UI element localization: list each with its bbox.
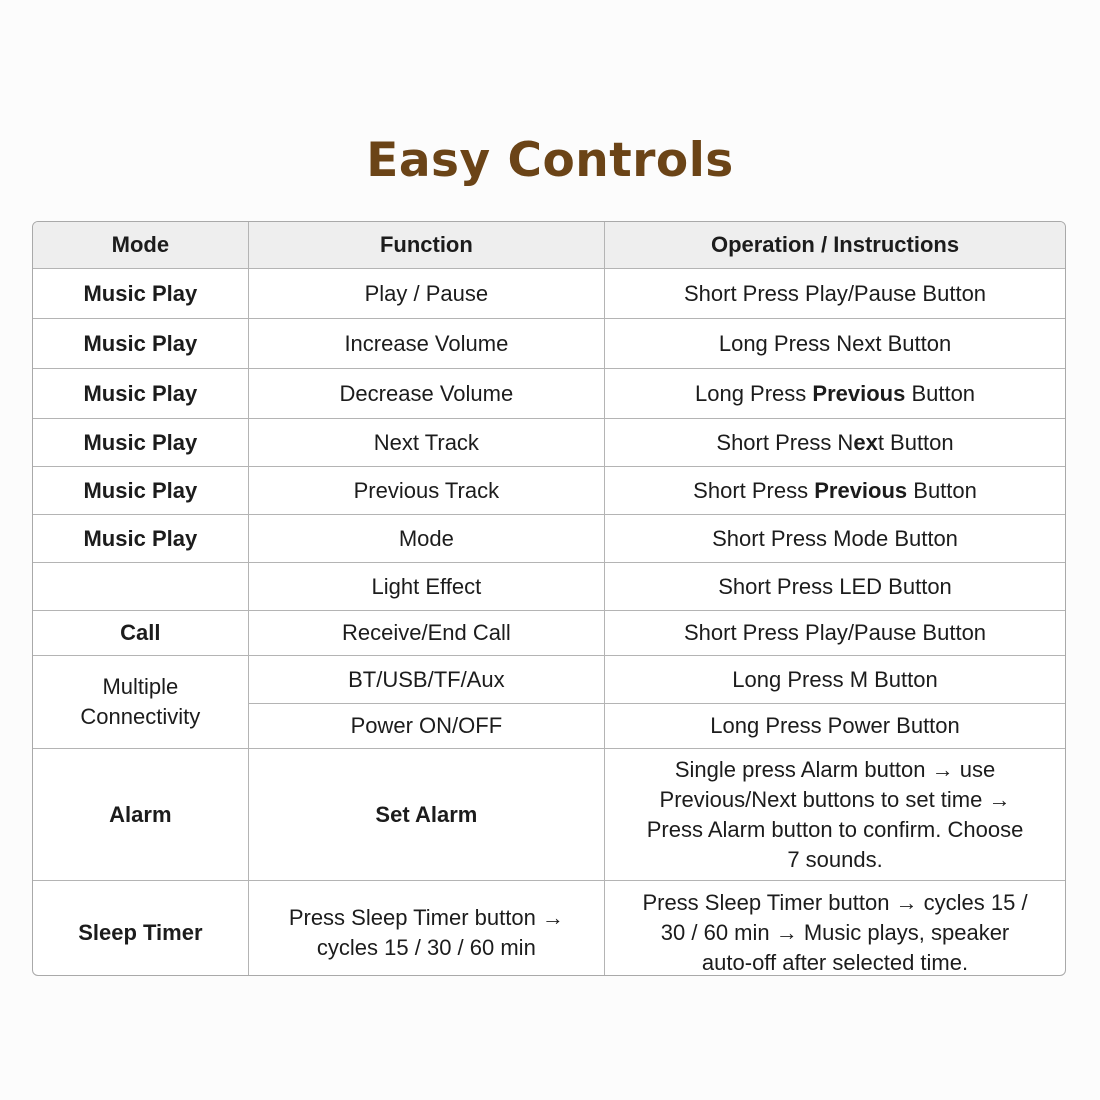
mode-cell: Music Play	[33, 369, 248, 419]
function-line: Press Sleep Timer button →	[288, 905, 564, 930]
mode-cell	[33, 563, 248, 611]
operation-cell	[605, 749, 1065, 881]
function-cell: Light Effect	[248, 563, 604, 611]
operation-text: Long Press	[694, 380, 813, 406]
operation-line: Press Alarm button to confirm. Choose	[646, 816, 1024, 842]
table-header-row	[33, 222, 1065, 269]
operation-cell: Long Press M Button	[605, 656, 1065, 704]
function-line: cycles 15 / 30 / 60 min	[316, 935, 536, 960]
operation-text: Short Press N	[716, 429, 854, 455]
table-row	[33, 467, 1065, 515]
table-row	[33, 656, 1065, 704]
function-cell: Next Track	[248, 419, 604, 467]
operation-line: Single press Alarm button → use	[674, 756, 996, 782]
table-row	[33, 749, 1065, 881]
operation-cell	[605, 419, 1065, 467]
operation-cell: Long Press Power Button	[605, 704, 1065, 749]
mode-cell: Music Play	[33, 515, 248, 563]
operation-line: Press Sleep Timer button → cycles 15 /	[642, 890, 1028, 915]
mode-cell: Music Play	[33, 467, 248, 515]
operation-cell: Short Press Play/Pause Button	[605, 611, 1065, 656]
table-row	[33, 881, 1065, 977]
function-cell: Previous Track	[248, 467, 604, 515]
function-cell: BT/USB/TF/Aux	[248, 656, 604, 704]
table-row	[33, 369, 1065, 419]
operation-line: auto-off after selected time.	[701, 950, 969, 975]
controls-table-grid	[33, 222, 1065, 976]
table-row	[33, 269, 1065, 319]
function-cell: Set Alarm	[248, 749, 604, 881]
operation-cell: Short Press LED Button	[605, 563, 1065, 611]
table-row	[33, 319, 1065, 369]
mode-cell: Alarm	[33, 749, 248, 881]
operation-line: 30 / 60 min → Music plays, speaker	[660, 920, 1010, 945]
page-title: Easy Controls	[366, 133, 734, 188]
operation-emphasis: ex	[853, 429, 878, 455]
mode-cell: Call	[33, 611, 248, 656]
table-row	[33, 611, 1065, 656]
mode-cell: Music Play	[33, 319, 248, 369]
operation-emphasis: Previous	[812, 380, 906, 406]
mode-line: Multiple	[102, 674, 179, 699]
mode-cell: Sleep Timer	[33, 881, 248, 977]
mode-line: Connectivity	[80, 704, 201, 729]
operation-cell	[605, 467, 1065, 515]
operation-cell	[605, 881, 1065, 977]
function-cell: Increase Volume	[248, 319, 604, 369]
operation-text: t Button	[877, 429, 954, 455]
operation-cell	[605, 369, 1065, 419]
header-mode: Mode	[33, 222, 248, 269]
function-cell: Receive/End Call	[248, 611, 604, 656]
operation-cell: Long Press Next Button	[605, 319, 1065, 369]
mode-cell: Music Play	[33, 419, 248, 467]
table-row	[33, 515, 1065, 563]
mode-cell	[33, 656, 248, 749]
operation-cell: Short Press Mode Button	[605, 515, 1065, 563]
operation-text: Short Press	[693, 477, 815, 503]
header-operation: Operation / Instructions	[605, 222, 1065, 269]
controls-table	[32, 221, 1066, 976]
function-cell: Play / Pause	[248, 269, 604, 319]
operation-text: Button	[907, 477, 977, 503]
operation-emphasis: Previous	[814, 477, 908, 503]
function-cell: Decrease Volume	[248, 369, 604, 419]
function-cell: Mode	[248, 515, 604, 563]
function-cell	[248, 881, 604, 977]
header-function: Function	[248, 222, 604, 269]
mode-cell: Music Play	[33, 269, 248, 319]
table-row	[33, 419, 1065, 467]
table-row	[33, 563, 1065, 611]
function-cell: Power ON/OFF	[248, 704, 604, 749]
operation-line: 7 sounds.	[787, 846, 883, 872]
operation-text: Button	[905, 380, 976, 406]
operation-line: Previous/Next buttons to set time →	[659, 786, 1011, 812]
operation-cell: Short Press Play/Pause Button	[605, 269, 1065, 319]
